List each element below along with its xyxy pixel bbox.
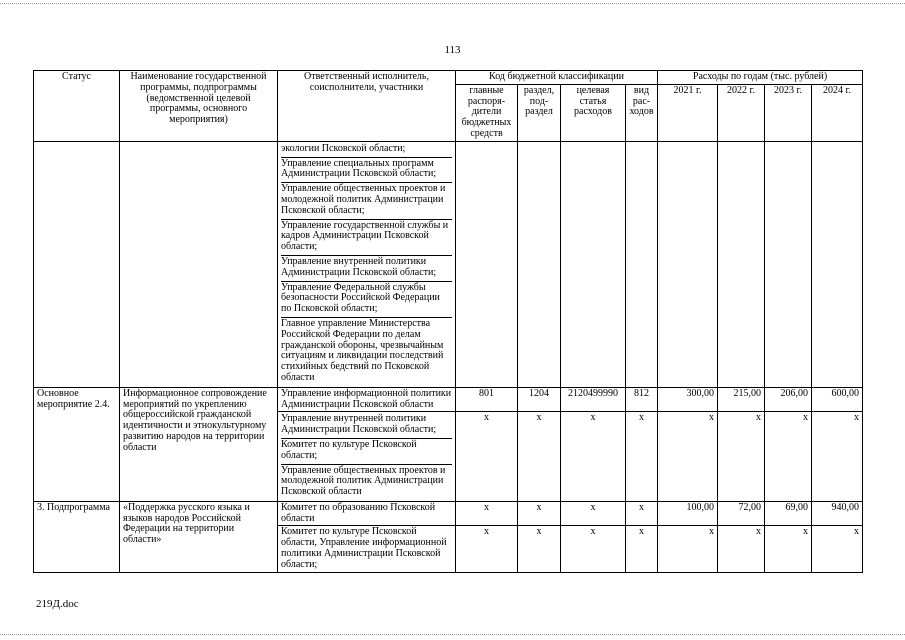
executor-item: Комитет по культуре Псковской области; <box>281 438 452 464</box>
section-cell: 1204 <box>518 387 561 412</box>
executor-item: Управление внутренней политики Администрации Псковской области; <box>281 255 452 281</box>
article-cell: 2120499990 <box>561 387 626 412</box>
expense-2021-cell: x <box>658 412 718 502</box>
header-executor: Ответственный исполнитель, соисполнители, участники <box>278 71 456 142</box>
measure-2-4-row-1 <box>34 387 863 412</box>
header-row-1 <box>34 71 863 85</box>
executor-item: Управление Федеральной службы безопасности Российской Федерации по Псковской области; <box>281 281 452 317</box>
expense-2023-cell: 206,00 <box>765 387 812 412</box>
expense-type-cell: 812 <box>626 387 658 412</box>
expense-2024-cell: x <box>812 526 863 572</box>
expense-type-cell: x <box>626 526 658 572</box>
expense-type-cell: x <box>626 412 658 502</box>
grbs-cell: x <box>456 501 518 526</box>
continuation-row <box>34 141 863 387</box>
article-cell: x <box>561 501 626 526</box>
header-expense-type: вид рас-ходов <box>626 84 658 141</box>
executor-item: Управление специальных программ Администрации Псковской области; <box>281 157 452 183</box>
executor-item: Управление общественных проектов и молодежной политик Администрации Псковской области; <box>281 182 452 218</box>
page-number: 113 <box>444 44 461 56</box>
section-cell: x <box>518 501 561 526</box>
measure-2-4-name: Информационное сопровождение мероприятий по укреплению общероссийской гражданской идентичности и этнокультурному развитию народов на территории области <box>120 387 278 501</box>
continuation-name <box>120 141 278 387</box>
subprogram-3-status: 3. Подпрограмма <box>34 501 120 572</box>
grbs-cell: 801 <box>456 387 518 412</box>
header-grbs: главные распоря-дители бюджетных средств <box>456 84 518 141</box>
subprogram-3-executor: Комитет по образованию Псковской области <box>278 501 456 526</box>
measure-2-4-coexecutors <box>278 412 456 502</box>
executor-item: Управление внутренней политики Администрации Псковской области; <box>281 413 437 436</box>
expense-2023-cell: x <box>765 526 812 572</box>
expense-2021-cell: x <box>658 526 718 572</box>
section-cell: x <box>518 412 561 502</box>
expense-2022-cell: 72,00 <box>718 501 765 526</box>
executor-item: Управление общественных проектов и молодежной политик Администрации Псковской области <box>281 464 452 500</box>
executor-item: Управление государственной службы и кадров Администрации Псковской области; <box>281 219 452 255</box>
measure-2-4-executor: Управление информационной политики Администрации Псковской области <box>278 387 456 412</box>
subprogram-3-coexecutors: Комитет по культуре Псковской области, Управление информационной политики Администрации Псковской области; <box>278 526 456 572</box>
executor-item: Главное управление Министерства Российской Федерации по делам гражданской обороны, чрезвычайным ситуациям и ликвидации последствий стихийных бедствий по Псковской области <box>281 317 452 386</box>
expense-2021-cell: 300,00 <box>658 387 718 412</box>
expense-2022-cell: x <box>718 412 765 502</box>
expense-2021-cell: 100,00 <box>658 501 718 526</box>
expense-2022-cell: x <box>718 526 765 572</box>
header-year-2024: 2024 г. <box>812 84 863 141</box>
expense-2024-cell: 940,00 <box>812 501 863 526</box>
header-status: Статус <box>34 71 120 142</box>
document-filename: 219Д.doc <box>36 598 79 610</box>
measure-2-4-status: Основное мероприятие 2.4. <box>34 387 120 501</box>
budget-table <box>33 70 863 573</box>
header-budget-code: Код бюджетной классификации <box>456 71 658 85</box>
header-year-2023: 2023 г. <box>765 84 812 141</box>
expense-2023-cell: 69,00 <box>765 501 812 526</box>
header-section: раздел, под-раздел <box>518 84 561 141</box>
section-cell: x <box>518 526 561 572</box>
subprogram-3-name: «Поддержка русского языка и языков народов Российской Федерации на территории области» <box>120 501 278 572</box>
subprogram-3-row-1 <box>34 501 863 526</box>
article-cell: x <box>561 412 626 502</box>
expense-2024-cell: x <box>812 412 863 502</box>
expense-2024-cell: 600,00 <box>812 387 863 412</box>
scan-top-edge <box>0 3 905 5</box>
expense-2022-cell: 215,00 <box>718 387 765 412</box>
header-expenses: Расходы по годам (тыс. рублей) <box>658 71 863 85</box>
continuation-status <box>34 141 120 387</box>
expense-type-cell: x <box>626 501 658 526</box>
executor-item: экологии Псковской области; <box>281 142 406 154</box>
header-article: целевая статья расходов <box>561 84 626 141</box>
header-name: Наименование государственной программы, подпрограммы (ведомственной целевой программы, основного мероприятия) <box>120 71 278 142</box>
scan-bottom-edge <box>0 634 905 636</box>
article-cell: x <box>561 526 626 572</box>
expense-2023-cell: x <box>765 412 812 502</box>
header-year-2021: 2021 г. <box>658 84 718 141</box>
header-year-2022: 2022 г. <box>718 84 765 141</box>
grbs-cell: x <box>456 412 518 502</box>
continuation-executors <box>278 141 456 387</box>
grbs-cell: x <box>456 526 518 572</box>
